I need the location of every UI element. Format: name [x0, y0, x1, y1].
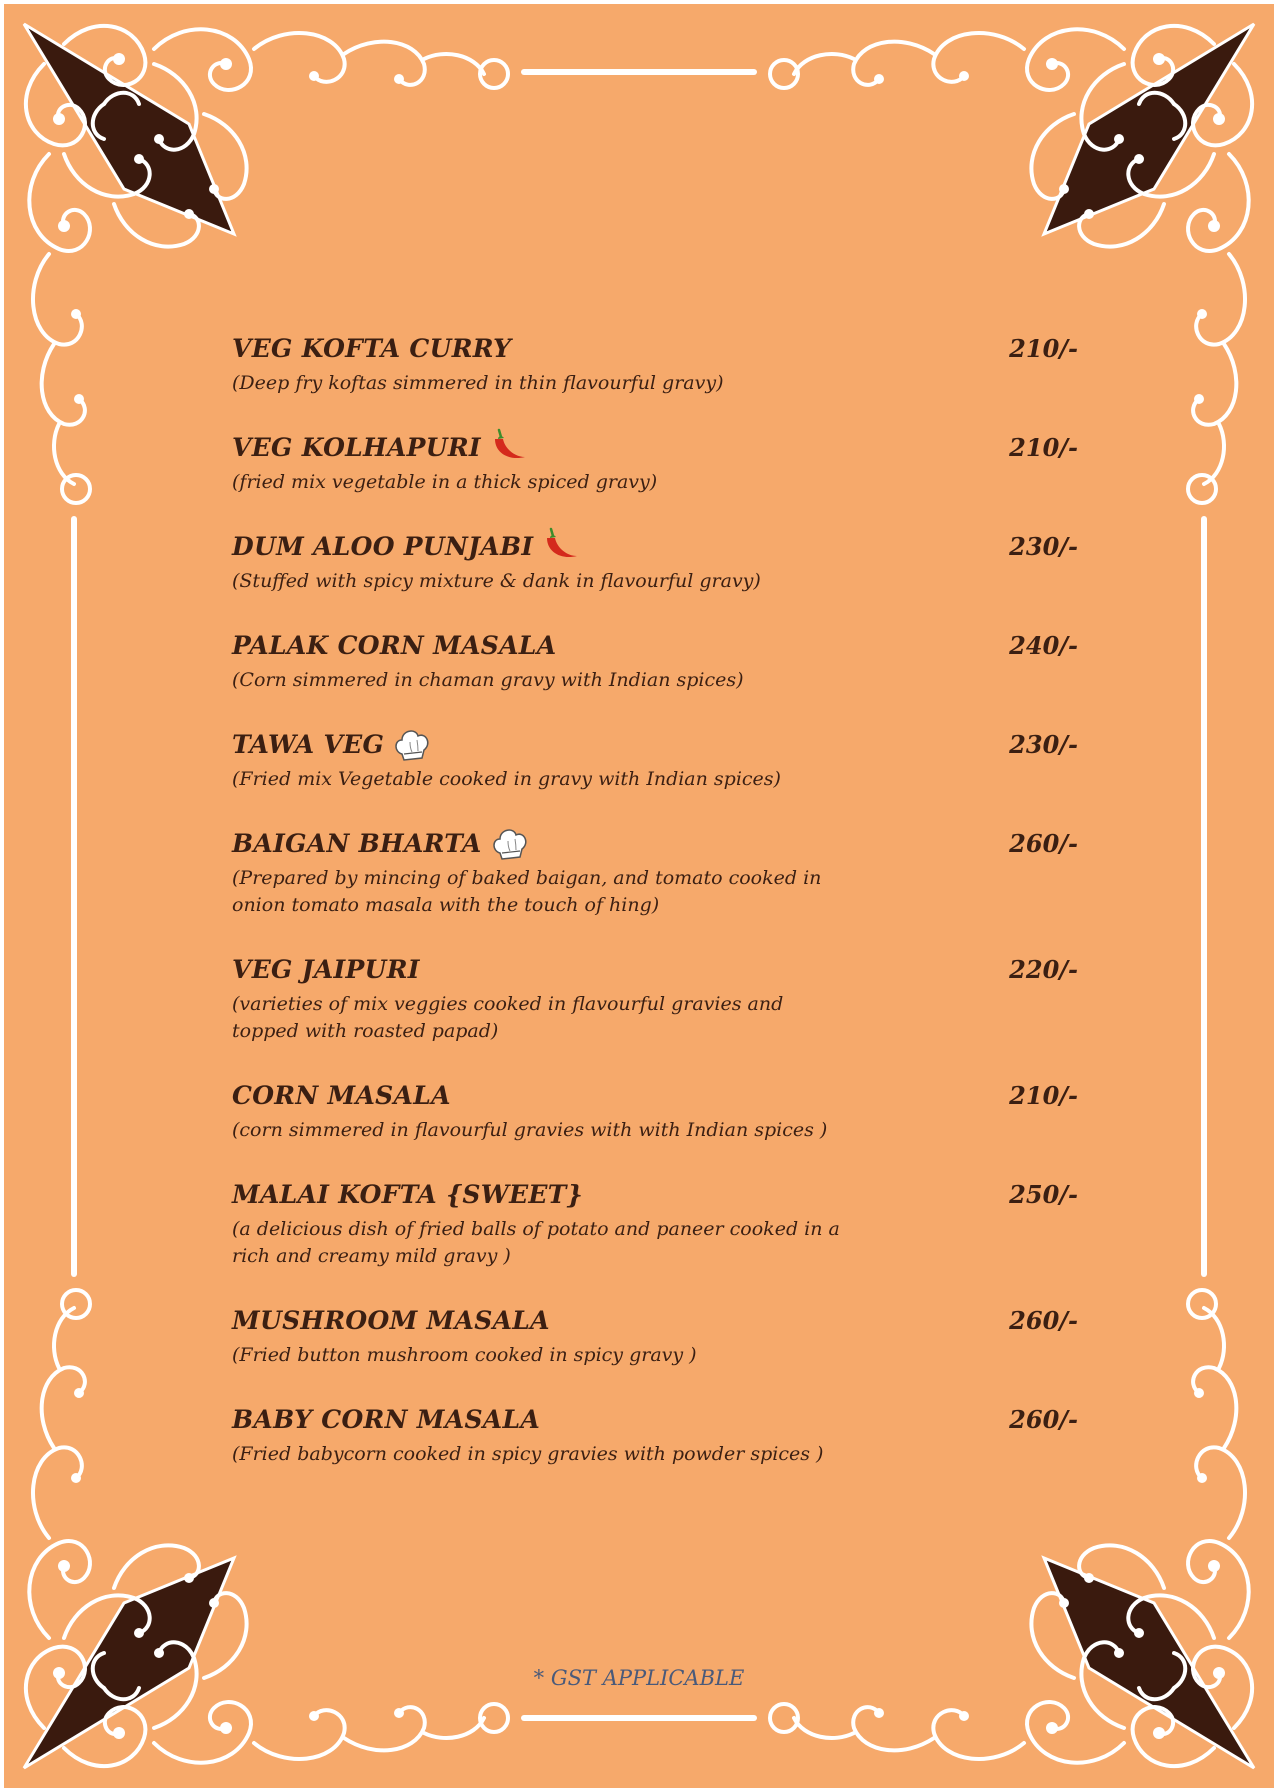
item-name-wrap — [232, 720, 432, 760]
menu-item — [232, 819, 1078, 919]
item-price: 250/- — [1009, 1180, 1078, 1209]
chili-icon — [489, 427, 529, 467]
menu-item — [232, 1170, 1078, 1270]
menu-item — [232, 1395, 1078, 1468]
item-name: PALAK CORN MASALA — [232, 631, 557, 660]
item-name: TAWA VEG — [232, 730, 385, 759]
menu-item — [232, 522, 1078, 595]
item-description: (Stuffed with spicy mixture & dank in flavourful gravy) — [232, 570, 761, 592]
item-name-wrap — [232, 1081, 451, 1111]
item-name-wrap — [232, 1306, 550, 1336]
item-description: (Fried button mushroom cooked in spicy gravy ) — [232, 1344, 697, 1366]
chef-hat-icon — [490, 823, 530, 863]
item-name-wrap — [232, 334, 511, 364]
item-price: 210/- — [1009, 433, 1078, 462]
item-price: 260/- — [1009, 1405, 1078, 1434]
item-name-wrap — [232, 631, 556, 661]
item-name: DUM ALOO PUNJABI — [232, 532, 534, 561]
menu-item — [232, 945, 1078, 1045]
item-name-wrap — [232, 955, 420, 985]
menu-item — [232, 1071, 1078, 1144]
menu-list — [232, 324, 1078, 1494]
item-name-wrap — [232, 522, 581, 562]
item-name: VEG JAIPURI — [232, 955, 420, 984]
item-price: 230/- — [1009, 532, 1078, 561]
menu-item — [232, 324, 1078, 397]
item-description: (fried mix vegetable in a thick spiced gravy) — [232, 471, 658, 493]
item-name: VEG KOLHAPURI — [232, 433, 481, 462]
item-name-wrap — [232, 1180, 583, 1210]
item-description: (Prepared by mincing of baked baigan, and tomato cooked in onion tomato masala with the touch of hing) — [232, 867, 822, 916]
item-name: MUSHROOM MASALA — [232, 1306, 550, 1335]
item-price: 260/- — [1009, 829, 1078, 858]
item-price: 210/- — [1009, 334, 1078, 363]
item-name-wrap — [232, 423, 529, 463]
item-price: 220/- — [1009, 955, 1078, 984]
item-name-wrap — [232, 819, 530, 859]
item-name-wrap — [232, 1405, 540, 1435]
menu-page — [4, 4, 1274, 1788]
item-description: (Fried babycorn cooked in spicy gravies with powder spices ) — [232, 1443, 824, 1465]
menu-item — [232, 720, 1078, 793]
item-name: BAIGAN BHARTA — [232, 829, 482, 858]
item-description: (corn simmered in flavourful gravies with with Indian spices ) — [232, 1119, 828, 1141]
item-name: MALAI KOFTA {SWEET} — [232, 1180, 584, 1209]
item-description: (Fried mix Vegetable cooked in gravy with Indian spices) — [232, 768, 781, 790]
item-price: 210/- — [1009, 1081, 1078, 1110]
menu-item — [232, 621, 1078, 694]
chili-icon — [541, 526, 581, 566]
menu-item — [232, 1296, 1078, 1369]
item-price: 260/- — [1009, 1306, 1078, 1335]
item-name: CORN MASALA — [232, 1081, 451, 1110]
item-description: (varieties of mix veggies cooked in flavourful gravies and topped with roasted papad) — [232, 993, 784, 1042]
menu-item — [232, 423, 1078, 496]
item-price: 240/- — [1009, 631, 1078, 660]
item-description: (Corn simmered in chaman gravy with Indian spices) — [232, 669, 744, 691]
gst-note: * GST APPLICABLE — [533, 1666, 745, 1690]
chef-hat-icon — [392, 724, 432, 764]
item-price: 230/- — [1009, 730, 1078, 759]
item-description: (a delicious dish of fried balls of potato and paneer cooked in a rich and creamy mild gravy ) — [232, 1218, 840, 1267]
item-description: (Deep fry koftas simmered in thin flavourful gravy) — [232, 372, 724, 394]
item-name: BABY CORN MASALA — [232, 1405, 541, 1434]
item-name: VEG KOFTA CURRY — [232, 334, 512, 363]
